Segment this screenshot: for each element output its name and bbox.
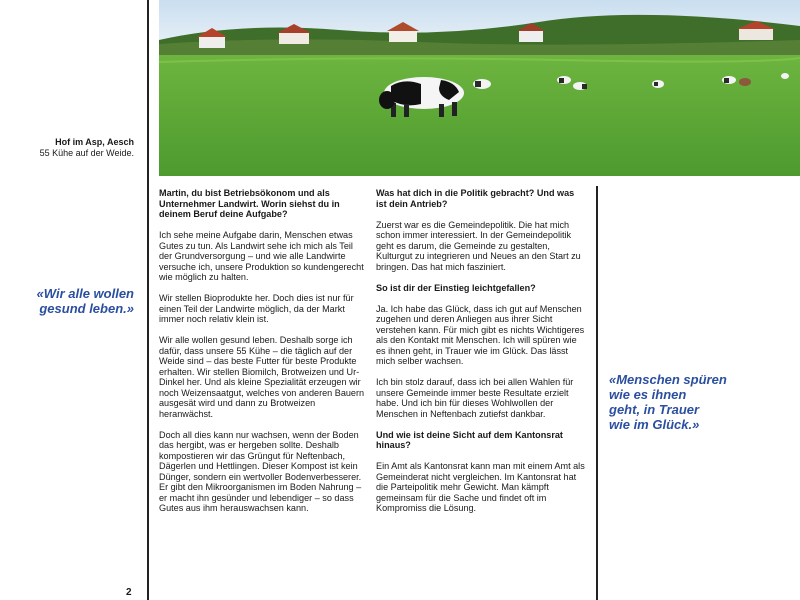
- pull-quote-left: [37, 286, 134, 316]
- interview-answer: Ich sehe meine Aufgabe darin, Menschen etwas Gutes zu tun. Als Landwirt sehe ich mich als Teil der Grundversorgung – und wie alle Landwirte versuche ich, unsere Produktion so kundengerecht wie möglich zu halten.: [159, 230, 364, 282]
- pull-quote-right-line: «Menschen spüren: [609, 372, 727, 387]
- farm-photo: [159, 0, 800, 176]
- article-column-1: [159, 188, 365, 524]
- right-vertical-rule: [596, 186, 598, 600]
- left-vertical-rule: [147, 0, 149, 600]
- pull-quote-right-line: wie es ihnen: [609, 387, 687, 402]
- photo-caption: [40, 137, 134, 159]
- article-column-2: [376, 188, 586, 524]
- interview-question: Und wie ist deine Sicht auf dem Kantonsrat hinaus?: [376, 429, 563, 450]
- caption-text: 55 Kühe auf der Weide.: [39, 148, 134, 158]
- caption-title: Hof im Asp, Aesch: [55, 137, 134, 147]
- pull-quote-right: [609, 372, 727, 432]
- interview-question: So ist dir der Einstieg leichtgefallen?: [376, 282, 536, 293]
- interview-answer: Wir alle wollen gesund leben. Deshalb sorge ich dafür, dass unsere 55 Kühe – die täglich auf der Weide sind – das beste Futter für beste Produkte erhalten. Wir stellen Biomilch, Brotweizen und Ur-Dinkel her. Und als kleine Spezialität erzeugen wir noch Weizensaatgut, welches von anderen Bauern ausgesät wird und dann zu Brotweizen heranwächst.: [159, 335, 365, 419]
- interview-answer: Ich bin stolz darauf, dass ich bei allen Wahlen für unsere Gemeinde immer beste Resultate erzielt habe. Und ich bin für dieses Wohlwollen der Menschen in Neftenbach zutiefst dankbar.: [376, 377, 574, 419]
- pull-quote-right-line: geht, in Trauer: [609, 402, 700, 417]
- interview-question: Martin, du bist Betriebsökonom und als Unternehmer Landwirt. Worin siehst du in deinem Beruf deine Aufgabe?: [159, 188, 340, 219]
- page-number: 2: [126, 587, 132, 598]
- interview-answer: Doch all dies kann nur wachsen, wenn der Boden das hergibt, was er hergeben sollte. Deshalb kompostieren wir das Grüngut für Neftenbach, Dägerlen und Hettlingen. Dieser Kompost ist kein Dünger, sondern ein wertvoller Bodenverbesserer. Er gibt den Mikroorganismen im Boden Nahrung – er macht ihn gesünder und lebendiger – so dass Gutes aus ihm herauswachsen kann.: [159, 429, 362, 513]
- pull-quote-right-line: wie im Glück.»: [609, 417, 700, 432]
- interview-answer: Ja. Ich habe das Glück, dass ich gut auf Menschen zugehen und deren Anliegen aus ihrer Sicht verstehen kann. Für mich gibt es nichts Wichtigeres als den Kontakt mit Menschen. Ich will spüren wie es ihnen geht, in Trauer wie im Glück. Das lässt mich selber wachsen.: [376, 303, 585, 366]
- interview-answer: Zuerst war es die Gemeindepolitik. Die hat mich schon immer interessiert. In der Gemeindepolitik geht es darum, die Gemeinde zu gestalten, Kulturgut zu integrieren und Neues an den Start zu bringen. Das hat mich fasziniert.: [376, 219, 581, 272]
- interview-answer: Wir stellen Bioprodukte her. Doch dies ist nur für einen Teil der Landwirte möglich, da der Markt immer noch relativ klein ist.: [159, 293, 354, 324]
- pull-quote-left-line: gesund leben.»: [39, 301, 134, 316]
- pull-quote-left-line: «Wir alle wollen: [36, 286, 134, 301]
- cows-on-pasture-image: [159, 0, 800, 176]
- interview-answer: Ein Amt als Kantonsrat kann man mit einem Amt als Gemeinderat nicht vergleichen. Im Kantonsrat hat die Parteipolitik mehr Gewicht. Man kämpft gemeinsam für die Sache und findet oft im Kompromiss die Lösung.: [376, 461, 585, 513]
- interview-question: Was hat dich in die Politik gebracht? Und was ist dein Antrieb?: [376, 188, 575, 209]
